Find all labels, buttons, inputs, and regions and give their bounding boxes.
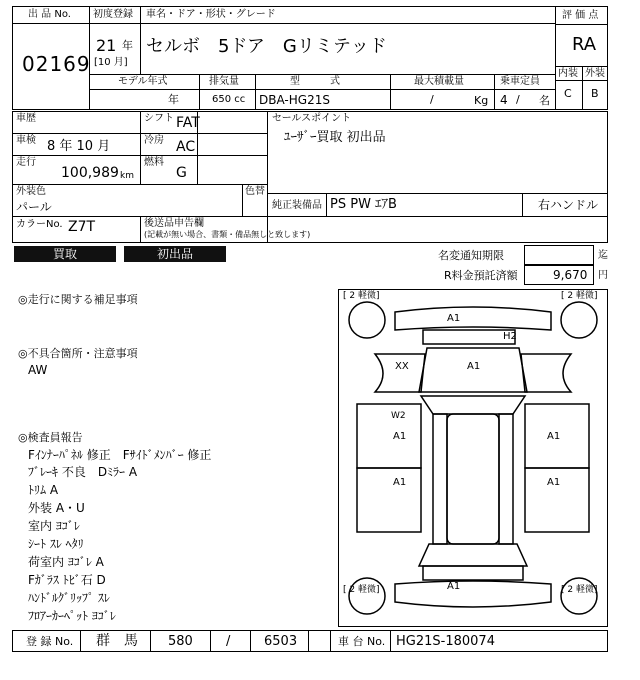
reg-kana: /	[226, 634, 231, 649]
inspector-line: ﾌﾞﾚｰｷ 不良 Dﾐﾗｰ A	[28, 465, 138, 479]
mileage-label: 走行	[16, 157, 36, 168]
fuel-value: G	[176, 165, 187, 181]
color-change-label: 色替	[245, 186, 265, 197]
corner-label-bottom-left: [ 2 軽微]	[343, 585, 380, 595]
defects-value: AW	[28, 363, 48, 377]
exterior-color-value: パール	[16, 200, 52, 214]
inspector-line: ﾌﾛｱｰｶｰﾍﾟｯﾄ ﾖｺﾞﾚ	[28, 609, 116, 623]
mark-front-bumper: A1	[447, 313, 461, 324]
deadline-unit: 迄	[598, 250, 608, 261]
shift-label: シフト	[144, 113, 174, 124]
inspector-line: ﾊﾝﾄﾞﾙｸﾞﾘｯﾌﾟ ｽﾚ	[28, 591, 110, 605]
capacity-value: 4	[500, 93, 508, 107]
sales-point-label: セールスポイント	[272, 113, 352, 124]
capacity-slash: /	[516, 93, 520, 106]
displacement-label: 排気量	[209, 76, 239, 87]
chassis-label: 車 台 No.	[338, 635, 386, 648]
steering-value: 右ハンドル	[538, 198, 599, 212]
inspector-report-title: ◎検査員報告	[18, 431, 83, 444]
exterior-label: 外装	[585, 68, 605, 79]
deadline-box	[524, 245, 594, 265]
driving-notes-title: ◎走行に関する補足事項	[18, 293, 138, 306]
aircon-value: AC	[176, 139, 196, 155]
model-year-unit: 年	[168, 93, 179, 106]
model-year-label: モデル年式	[118, 76, 168, 87]
recycle-amount: 9,670	[553, 268, 588, 282]
grade-label: 評 価 点	[562, 10, 599, 21]
reg-no-label: 登 録 No.	[26, 635, 74, 648]
tag-purchase: 買取	[14, 246, 116, 262]
equipment-value: PS PW ｴｱB	[330, 197, 397, 212]
post-sale-label: 後送品申告欄	[144, 218, 204, 229]
reg-number: 6503	[264, 634, 298, 649]
shift-value: FAT	[176, 115, 200, 131]
mark-right-rear-door: A1	[547, 477, 561, 488]
displacement-value: 650 cc	[212, 94, 246, 105]
fuel-label: 燃料	[144, 157, 164, 168]
model-name: セルボ 5ドア Gリミテッド	[146, 36, 387, 57]
corner-label-bottom-right: [ 2 軽微]	[561, 585, 598, 595]
tag-first-listing: 初出品	[124, 246, 226, 262]
inspection-value: 8 年 10 月	[47, 139, 111, 154]
equipment-label: 純正装備品	[272, 200, 322, 211]
inspector-line: ｼｰﾄ ｽﾚ ﾍﾀﾘ	[28, 537, 84, 551]
inspector-line: ﾄﾘﾑ A	[28, 483, 59, 497]
load-unit: Kg	[474, 94, 489, 107]
lot-label: 出 品 No.	[28, 9, 71, 20]
inspector-line: 荷室内 ﾖｺﾞﾚ A	[28, 555, 104, 569]
mark-left-front-door: A1	[393, 431, 407, 442]
inspector-line: 室内 ﾖｺﾞﾚ	[28, 519, 80, 533]
mark-left-fender: XX	[395, 361, 409, 372]
deadline-label: 名変通知期限	[438, 249, 504, 262]
damage-diagram	[338, 289, 608, 627]
recycle-label: R料金預託済額	[444, 269, 518, 282]
history-label: 車歴	[16, 113, 36, 124]
first-reg-label: 初度登録	[93, 9, 133, 20]
reg-class: 580	[168, 634, 193, 649]
corner-label-top-left: [ 2 軽微]	[343, 291, 380, 301]
capacity-label: 乗車定員	[500, 76, 540, 87]
exterior-color-label: 外装色	[16, 186, 46, 197]
interior-grade: C	[564, 87, 572, 100]
mark-hood: A1	[467, 361, 481, 372]
color-no-label: カラーNo.	[16, 219, 63, 230]
mileage-unit: km	[120, 171, 134, 181]
reg-area: 群 馬	[96, 633, 138, 649]
model-name-label: 車名・ドア・形状・グレード	[146, 9, 276, 20]
aircon-label: 冷房	[144, 135, 164, 146]
color-no-value: Z7T	[68, 219, 96, 235]
first-reg-month: [10 月]	[94, 57, 128, 68]
inspector-line: Fｶﾞﾗｽ ﾄﾋﾞ石 D	[28, 573, 106, 587]
defects-title: ◎不具合箇所・注意事項	[18, 347, 138, 360]
type-value: DBA-HG21S	[259, 93, 330, 107]
recycle-unit: 円	[598, 270, 608, 281]
load-label: 最大積載量	[414, 76, 464, 87]
mark-left-pillar: W2	[391, 411, 406, 421]
car-outline-svg	[339, 290, 607, 626]
inspector-line: Fｲﾝﾅｰﾊﾟﾈﾙ 修正 Fｻｲﾄﾞﾒﾝﾊﾞｰ 修正	[28, 448, 212, 462]
corner-label-top-right: [ 2 軽微]	[561, 291, 598, 301]
capacity-unit: 名	[539, 94, 550, 107]
mileage-value: 100,989	[61, 165, 119, 181]
first-reg-year-unit: 年	[122, 39, 133, 52]
exterior-grade: B	[591, 87, 599, 100]
chassis-number: HG21S-180074	[396, 634, 495, 649]
load-slash: /	[430, 93, 434, 106]
mark-rear-bumper: A1	[447, 581, 461, 592]
interior-label: 内装	[558, 68, 578, 79]
inspector-line: 外装 A・U	[28, 501, 85, 515]
type-label: 型 式	[290, 76, 340, 87]
mark-left-rear-door: A1	[393, 477, 407, 488]
mark-right-front-door: A1	[547, 431, 561, 442]
lot-number: 02169	[22, 52, 91, 76]
first-reg-year: 21	[96, 36, 117, 55]
sales-point-value: ﾕｰｻﾞｰ買取 初出品	[284, 130, 386, 145]
post-sale-note: (記載が無い場合、書類・備品無しと致します)	[144, 230, 311, 239]
inspection-label: 車検	[16, 135, 36, 146]
mark-grille: H2	[503, 331, 517, 342]
overall-grade: RA	[572, 34, 597, 55]
